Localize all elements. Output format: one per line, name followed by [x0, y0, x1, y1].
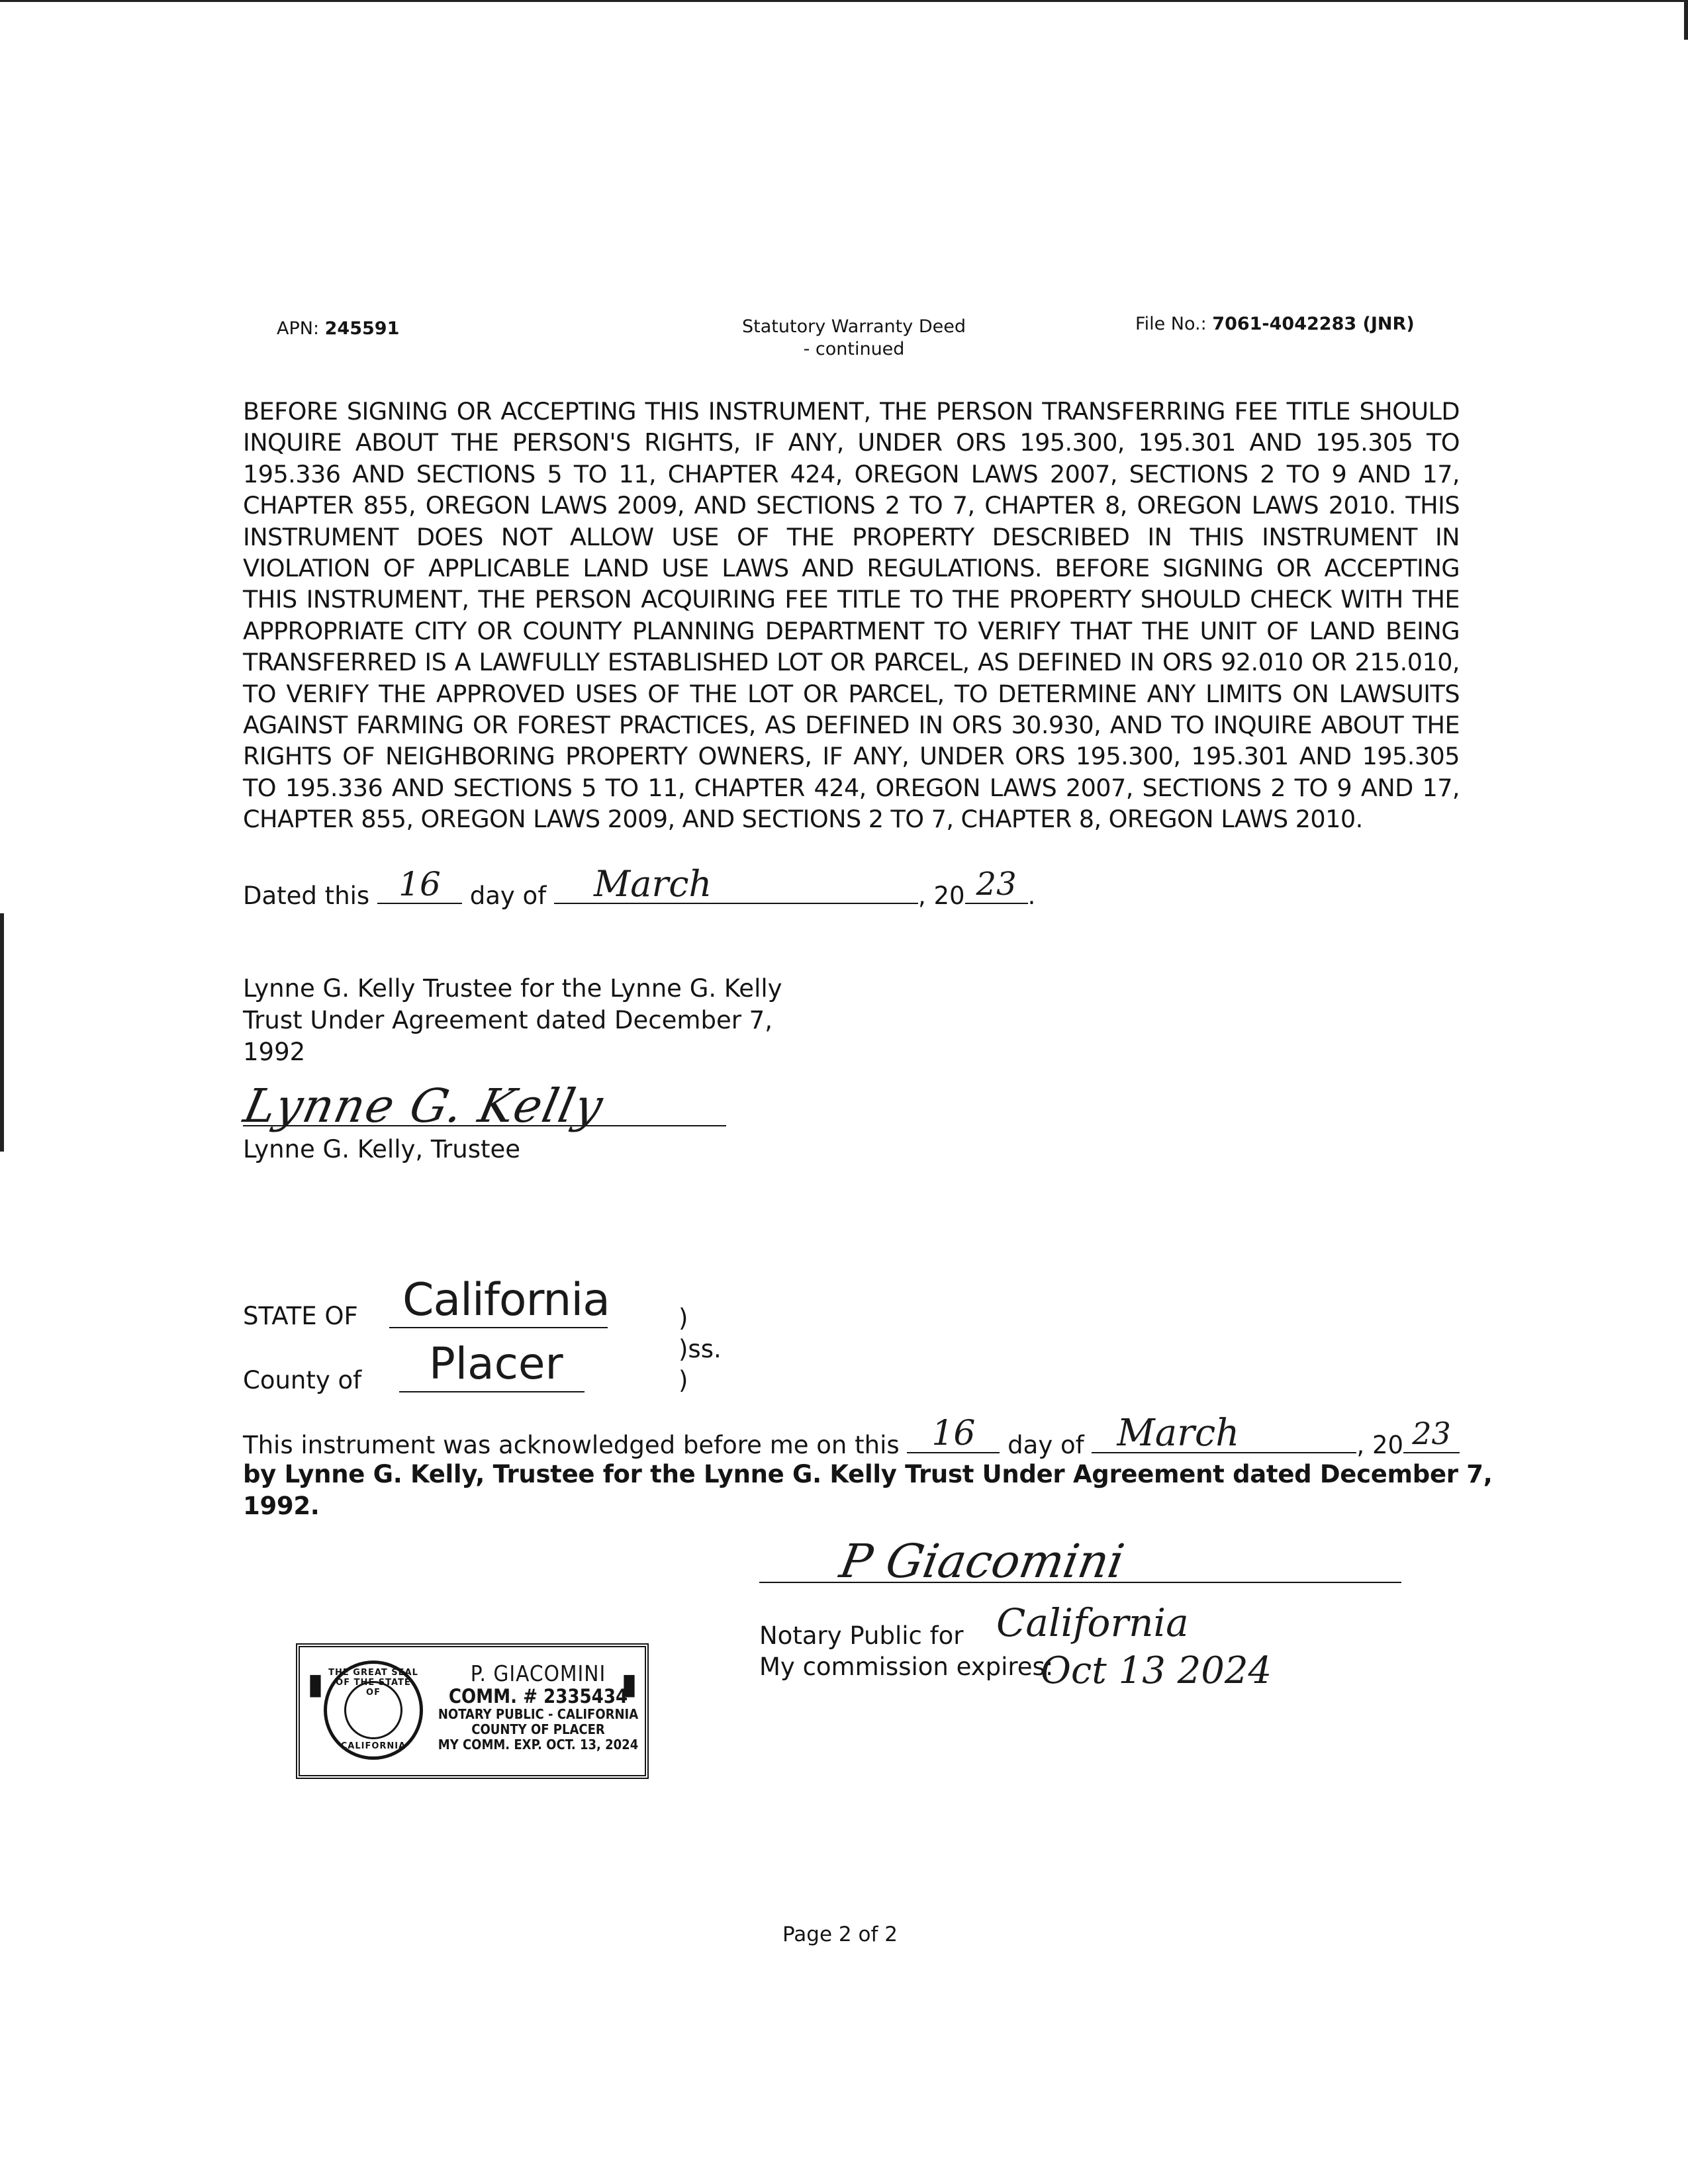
ack-year-handwritten: 23: [1412, 1416, 1451, 1451]
ack-day-handwritten: 16: [931, 1414, 976, 1453]
dated-day-of: day of: [469, 882, 547, 910]
apn-value: 245591: [324, 318, 400, 339]
dated-month-handwritten: March: [593, 863, 712, 905]
warning-line: APPROPRIATE CITY OR COUNTY PLANNING DEPARTMENT TO VERIFY THAT THE UNIT OF LAND BEING: [243, 616, 1460, 645]
ack-year-prefix: , 20: [1356, 1431, 1404, 1459]
seal-inner-ring: [344, 1681, 402, 1739]
statutory-warning-paragraph: [243, 396, 1460, 835]
scan-edge-left: [0, 913, 4, 1152]
grantor-line-3: 1992: [243, 1038, 306, 1066]
page-number: Page 2 of 2: [782, 1923, 898, 1946]
warning-line: AGAINST FARMING OR FOREST PRACTICES, AS DEFINED IN ORS 30.930, AND TO INQUIRE ABOUT THE: [243, 711, 1460, 740]
stamp-text-block: [436, 1662, 641, 1752]
venue-paren-close: ): [679, 1366, 688, 1394]
warning-line: 195.336 AND SECTIONS 5 TO 11, CHAPTER 424, OREGON LAWS 2007, SECTIONS 2 TO 9 AND 17,: [243, 459, 1460, 488]
venue-ss-label: )ss.: [679, 1335, 722, 1363]
grantor-signer-caption: Lynne G. Kelly, Trustee: [243, 1135, 521, 1163]
seal-bottom-text: CALIFORNIA: [340, 1741, 406, 1751]
apn-label: APN:: [277, 318, 320, 339]
warning-line: TO VERIFY THE APPROVED USES OF THE LOT OR PARCEL, TO DETERMINE ANY LIMITS ON LAWSUITS: [243, 679, 1460, 708]
dated-day-field: [377, 865, 462, 904]
ack-day-of: day of: [1008, 1431, 1084, 1459]
warning-line: TO 195.336 AND SECTIONS 5 TO 11, CHAPTER 424, OREGON LAWS 2007, SECTIONS 2 TO 9 AND 17,: [243, 773, 1460, 802]
file-number-value: 7061-4042283 (JNR): [1212, 314, 1415, 334]
grantor-line-2: Trust Under Agreement dated December 7,: [243, 1006, 773, 1034]
notary-public-state-handwritten: California: [996, 1600, 1189, 1645]
notary-signature: P Giacomini: [835, 1534, 1129, 1588]
ack-month-handwritten: March: [1117, 1412, 1240, 1455]
dated-line: [243, 863, 1036, 912]
dated-month-field: [554, 863, 918, 905]
seal-top-text: THE GREAT SEAL OF THE STATE OF: [328, 1668, 418, 1698]
state-field-line: [389, 1327, 608, 1328]
county-field-line: [399, 1391, 585, 1392]
stamp-county: COUNTY OF PLACER: [471, 1721, 605, 1737]
county-handwritten: Placer: [429, 1338, 563, 1389]
dated-day-handwritten: 16: [399, 865, 441, 903]
stamp-left-mark: ▮: [299, 1667, 332, 1701]
state-handwritten: California: [402, 1274, 610, 1326]
commission-expires-handwritten: Oct 13 2024: [1041, 1649, 1272, 1692]
warning-line: CHAPTER 855, OREGON LAWS 2009, AND SECTIONS 2 TO 7, CHAPTER 8, OREGON LAWS 2010. THIS: [243, 491, 1460, 520]
notary-stamp: [296, 1643, 649, 1779]
grantor-line-1: Lynne G. Kelly Trustee for the Lynne G. Kelly: [243, 974, 782, 1003]
warning-line: BEFORE SIGNING OR ACCEPTING THIS INSTRUMENT, THE PERSON TRANSFERRING FEE TITLE SHOULD: [243, 397, 1460, 426]
warning-line: VIOLATION OF APPLICABLE LAND USE LAWS AND REGULATIONS. BEFORE SIGNING OR ACCEPTING: [243, 554, 1460, 583]
ack-month-field: [1092, 1412, 1356, 1455]
apn-header: [277, 318, 399, 340]
file-number-label: File No.:: [1135, 314, 1207, 334]
document-title-block: [715, 316, 993, 361]
stamp-right-mark: ▮: [612, 1667, 646, 1701]
grantor-signature: Lynne G. Kelly: [239, 1079, 609, 1133]
stamp-commission-number: COMM. # 2335434: [448, 1685, 628, 1707]
ack-day-field: [907, 1414, 1000, 1453]
dated-year-prefix: , 20: [917, 882, 965, 910]
dated-prefix: Dated this: [243, 882, 370, 910]
state-seal-icon: [324, 1661, 423, 1760]
county-label: County of: [243, 1366, 362, 1394]
warning-line: INQUIRE ABOUT THE PERSON'S RIGHTS, IF ANY, UNDER ORS 195.300, 195.301 AND 195.305 TO: [243, 428, 1460, 457]
scan-edge-right: [1684, 0, 1688, 40]
stamp-notary-name: P. GIACOMINI: [470, 1661, 606, 1686]
warning-line: THIS INSTRUMENT, THE PERSON ACQUIRING FEE TITLE TO THE PROPERTY SHOULD CHECK WITH THE: [243, 585, 1460, 614]
warning-line: TRANSFERRED IS A LAWFULLY ESTABLISHED LOT OR PARCEL, AS DEFINED IN ORS 92.010 OR 215.010,: [243, 648, 1460, 677]
ack-prefix: This instrument was acknowledged before me on this: [243, 1431, 900, 1459]
warning-line: INSTRUMENT DOES NOT ALLOW USE OF THE PROPERTY DESCRIBED IN THIS INSTRUMENT IN: [243, 522, 1460, 551]
venue-paren-open: ): [679, 1304, 688, 1332]
warning-line: CHAPTER 855, OREGON LAWS 2009, AND SECTIONS 2 TO 7, CHAPTER 8, OREGON LAWS 2010.: [243, 805, 1363, 834]
ack-year-field: [1403, 1416, 1460, 1453]
dated-period: .: [1027, 882, 1036, 910]
grantor-block: [243, 973, 782, 1068]
notary-public-label: Notary Public for: [759, 1621, 964, 1650]
document-title: Statutory Warranty Deed: [742, 316, 966, 337]
commission-expires-label: My commission expires:: [759, 1653, 1054, 1681]
dated-year-handwritten: 23: [976, 866, 1017, 903]
ack-by-line: by Lynne G. Kelly, Trustee for the Lynne G. Kelly Trust Under Agreement dated December 7,: [243, 1460, 1493, 1488]
notary-signature-line: [759, 1582, 1401, 1583]
scan-edge-top: [0, 0, 1688, 2]
state-label: STATE OF: [243, 1302, 358, 1330]
stamp-expiration: MY COMM. EXP. OCT. 13, 2024: [438, 1737, 639, 1752]
ack-by-line-2: 1992.: [243, 1492, 320, 1520]
document-subtitle: - continued: [803, 339, 905, 359]
acknowledgment-line: [243, 1412, 1460, 1461]
file-number-header: [1135, 313, 1415, 336]
stamp-notary-title: NOTARY PUBLIC - CALIFORNIA: [438, 1706, 639, 1722]
dated-year-field: [965, 866, 1028, 904]
warning-line: RIGHTS OF NEIGHBORING PROPERTY OWNERS, IF ANY, UNDER ORS 195.300, 195.301 AND 195.305: [243, 742, 1460, 771]
